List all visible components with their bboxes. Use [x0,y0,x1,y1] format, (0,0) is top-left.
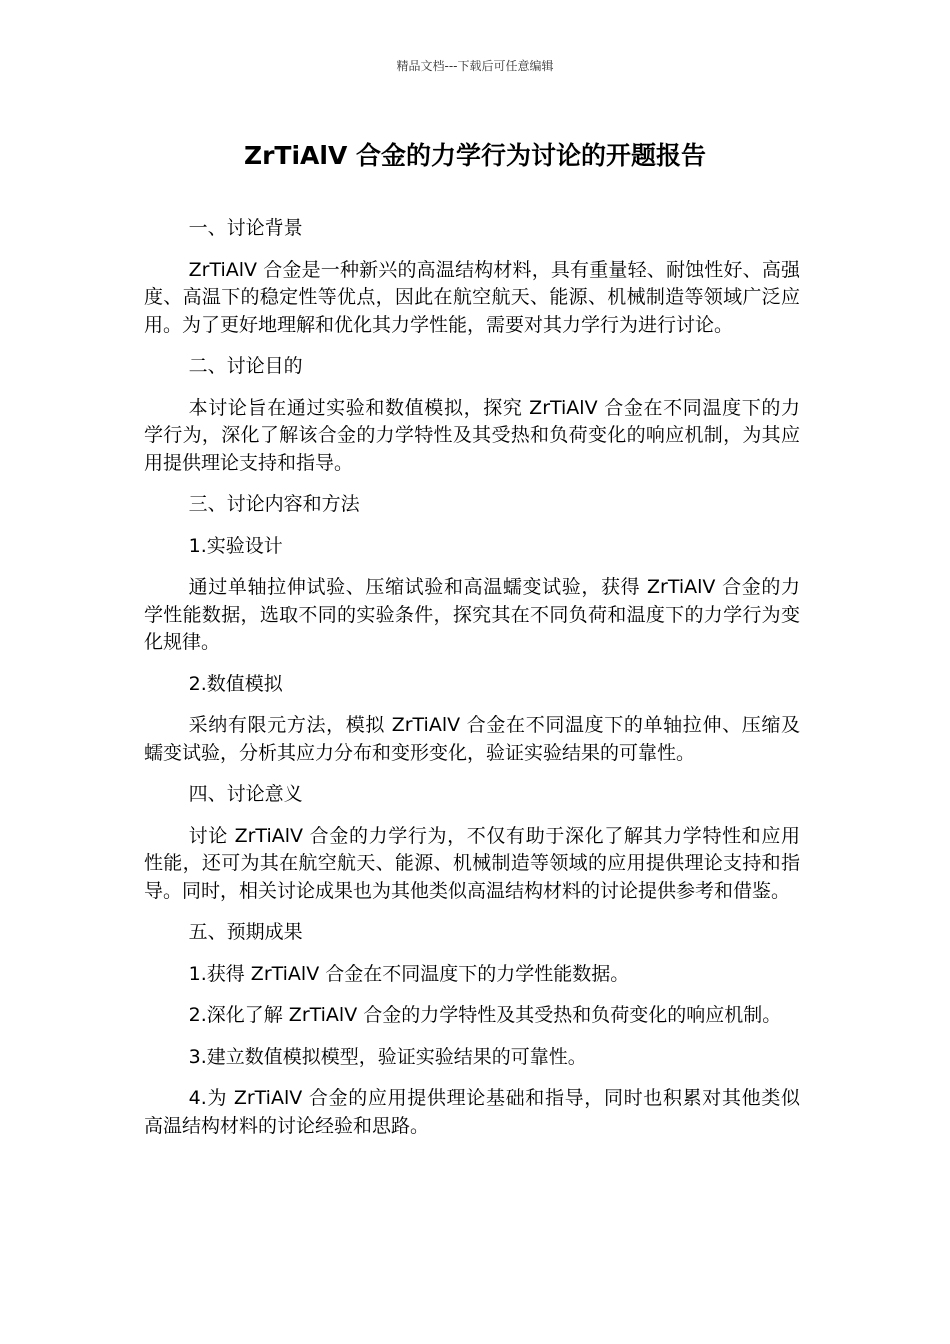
expected-result-item: 1.获得 ZrTiAlV 合金在不同温度下的力学性能数据。 [188,962,630,985]
paragraph-significance: 讨论 ZrTiAlV 合金的力学行为，不仅有助于深化了解其力学特性和应用性能，还可为其在航空航天、能源、机械制造等领域的应用提供理论支持和指导。同时，相关讨论成果也为其他类似高温结构材料的讨论提供参考和借鉴。 [144,824,800,902]
document-body [144,215,800,1154]
section-heading-background: 一、讨论背景 [188,217,303,239]
document-title: ZrTiAlV 合金的力学行为讨论的开题报告 [243,141,707,170]
header-note: 精品文档---下载后可任意编辑 [396,59,554,73]
expected-result-item: 2.深化了解 ZrTiAlV 合金的力学特性及其受热和负荷变化的响应机制。 [188,1004,782,1026]
section-heading-expected-results: 五、预期成果 [188,921,303,943]
paragraph-purpose: 本讨论旨在通过实验和数值模拟，探究 ZrTiAlV 合金在不同温度下的力学行为，深化了解该合金的力学特性及其受热和负荷变化的响应机制，为其应用提供理论支持和指导。 [144,396,800,474]
section-heading-significance: 四、讨论意义 [188,783,303,805]
subheading-experiment-design: 1.实验设计 [188,534,283,557]
section-heading-content-methods: 三、讨论内容和方法 [188,493,360,515]
section-heading-purpose: 二、讨论目的 [188,355,303,377]
expected-result-item: 4.为 ZrTiAlV 合金的应用提供理论基础和指导，同时也积累对其他类似高温结构材料的讨论经验和思路。 [144,1087,800,1137]
expected-result-item: 3.建立数值模拟模型，验证实验结果的可靠性。 [188,1045,587,1068]
subheading-numerical-simulation: 2.数值模拟 [188,672,283,695]
paragraph-background: ZrTiAlV 合金是一种新兴的高温结构材料，具有重量轻、耐蚀性好、高强度、高温下的稳定性等优点，因此在航空航天、能源、机械制造等领域广泛应用。为了更好地理解和优化其力学性能，需要对其力学行为进行讨论。 [144,258,800,336]
paragraph-experiment-design: 通过单轴拉伸试验、压缩试验和高温蠕变试验，获得 ZrTiAlV 合金的力学性能数据，选取不同的实验条件，探究其在不同负荷和温度下的力学行为变化规律。 [144,576,800,653]
paragraph-numerical-simulation: 采纳有限元方法，模拟 ZrTiAlV 合金在不同温度下的单轴拉伸、压缩及蠕变试验，分析其应力分布和变形变化，验证实验结果的可靠性。 [144,714,800,764]
